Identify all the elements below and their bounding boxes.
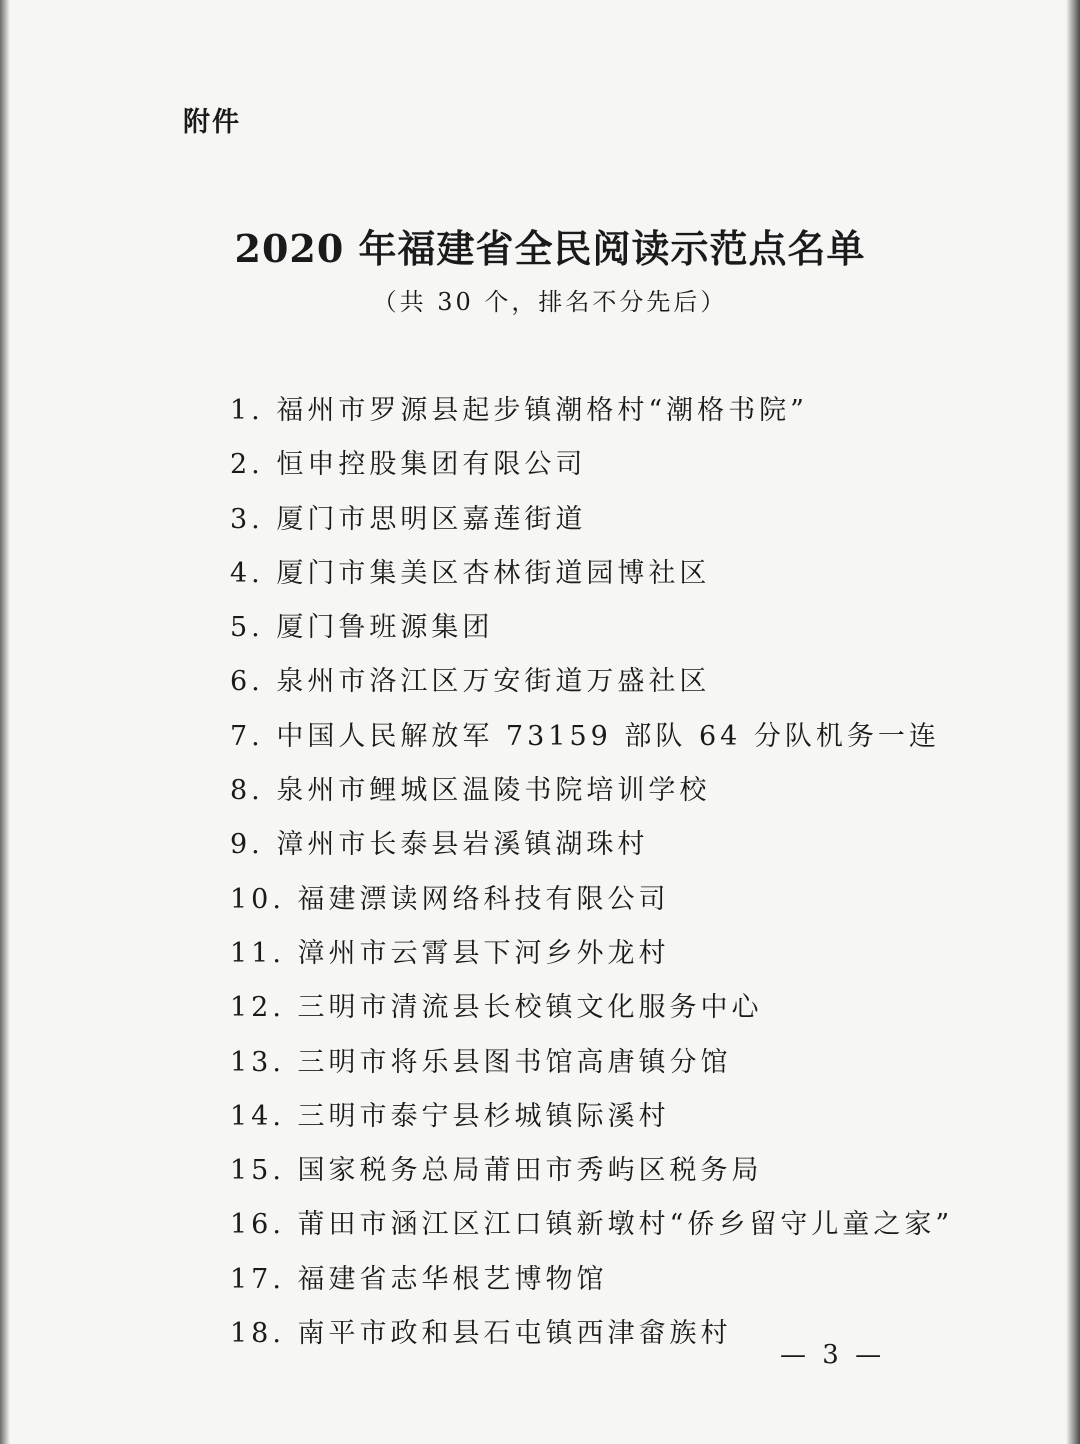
list-item: 17. 福建省志华根艺博物馆 (230, 1263, 608, 1295)
document-title: 2020 年福建省全民阅读示范点名单 (234, 226, 866, 271)
scan-shadow-left (0, 0, 10, 1444)
attachment-label: 附件 (183, 107, 241, 138)
list-item: 2. 恒申控股集团有限公司 (230, 449, 587, 481)
list-item: 9. 漳州市长泰县岩溪镇湖珠村 (230, 829, 649, 861)
list-item: 12. 三明市清流县长校镇文化服务中心 (230, 992, 763, 1024)
page-number: — 3 — (780, 1340, 886, 1370)
list-item: 4. 厦门市集美区杏林街道园博社区 (230, 557, 711, 589)
list-item: 5. 厦门鲁班源集团 (230, 612, 494, 644)
list-item: 10. 福建漂读网络科技有限公司 (230, 883, 670, 915)
scan-shadow-right (1066, 0, 1080, 1444)
list-item: 6. 泉州市洛江区万安街道万盛社区 (230, 666, 711, 698)
list-item: 3. 厦门市思明区嘉莲街道 (230, 503, 587, 535)
list-item: 18. 南平市政和县石屯镇西津畲族村 (230, 1318, 732, 1350)
list-item: 8. 泉州市鲤城区温陵书院培训学校 (230, 775, 711, 807)
list-item: 14. 三明市泰宁县杉城镇际溪村 (230, 1100, 670, 1132)
list-item: 15. 国家税务总局莆田市秀屿区税务局 (230, 1155, 763, 1187)
list-item: 7. 中国人民解放军 73159 部队 64 分队机务一连 (230, 720, 940, 752)
demonstration-site-list (230, 384, 953, 1361)
document-subtitle: （共 30 个，排名不分先后） (372, 288, 728, 316)
list-item: 1. 福州市罗源县起步镇潮格村“潮格书院” (230, 395, 808, 426)
list-item: 11. 漳州市云霄县下河乡外龙村 (230, 937, 670, 969)
list-item: 16. 莆田市涵江区江口镇新墩村“侨乡留守儿童之家” (230, 1209, 954, 1241)
list-item: 13. 三明市将乐县图书馆高唐镇分馆 (230, 1046, 732, 1078)
